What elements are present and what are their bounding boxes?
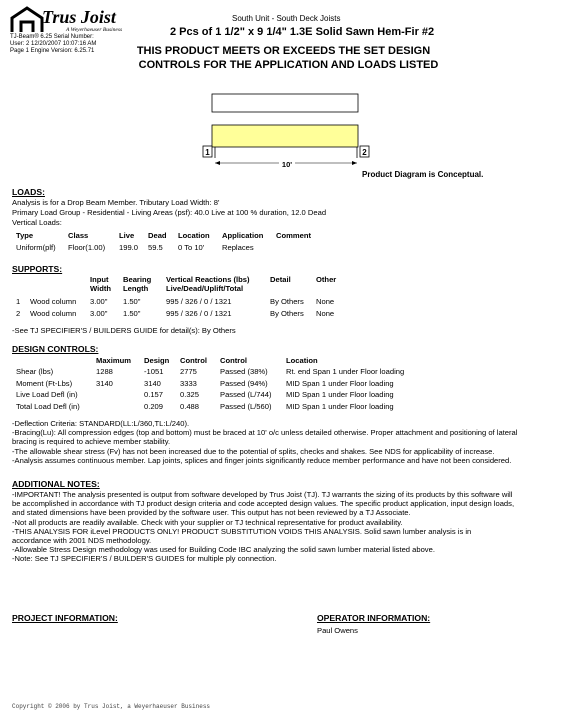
note-line: and stated dimensions have been provided by the software user. This output has not been reviewed by a TJ Associate. xyxy=(12,508,411,518)
compliance-banner xyxy=(0,44,573,72)
table-cell: 0 To 10' xyxy=(178,243,205,253)
job-location: South Unit - South Deck Joists xyxy=(232,14,341,23)
table-cell: Design xyxy=(144,356,170,365)
table-row xyxy=(16,400,404,411)
table-header-row xyxy=(16,284,336,293)
banner-line-1: THIS PRODUCT MEETS OR EXCEEDS THE SET DESIGN xyxy=(136,45,431,57)
table-cell: 3140 xyxy=(144,378,161,388)
operator-info-heading: OPERATOR INFORMATION: xyxy=(317,613,431,623)
table-cell: Floor(1.00) xyxy=(68,243,106,253)
table-cell: Maximum xyxy=(96,356,132,365)
table-cell: Width xyxy=(90,284,112,294)
table-cell: 995 / 326 / 0 / 1321 xyxy=(166,296,232,306)
table-cell xyxy=(30,275,90,284)
logo-wordmark: Trus Joist xyxy=(42,7,116,27)
copyright: Copyright © 2006 by Trus Joist, a Weyerhaeuser Business xyxy=(12,703,211,710)
table-cell: Vertical Reactions (lbs) xyxy=(166,275,250,284)
table-cell xyxy=(16,275,30,284)
table-cell: 0.325 xyxy=(180,390,200,400)
table-cell: 3140 xyxy=(96,378,113,388)
table-cell: Replaces xyxy=(222,243,254,253)
table-row xyxy=(16,377,404,388)
beam-top-view xyxy=(212,94,358,112)
table-cell: By Others xyxy=(270,296,304,306)
table-cell: Input xyxy=(90,275,109,284)
table-cell: 1 xyxy=(16,296,21,306)
table-cell: Control xyxy=(220,356,247,365)
table-cell: Passed (L/744) xyxy=(220,390,272,400)
table-cell: Control xyxy=(180,356,207,365)
project-info-heading: PROJECT INFORMATION: xyxy=(12,613,118,623)
table-cell: Other xyxy=(316,275,337,284)
col-class: Class xyxy=(68,231,89,240)
table-cell: Bearing xyxy=(123,275,152,284)
table-row xyxy=(16,294,336,306)
table-header-row xyxy=(16,231,311,240)
table-cell: 1.50" xyxy=(123,309,141,319)
table-cell: None xyxy=(316,309,335,319)
table-cell: 59.5 xyxy=(148,243,163,253)
design-note-line: -Analysis assumes continuous member. Lap joints, splices and finger joints significantly reduce member performance and have not been considered. xyxy=(12,455,512,465)
support-2-label: 2 xyxy=(362,148,367,157)
supports-table xyxy=(16,275,336,319)
table-row xyxy=(16,388,404,399)
table-cell: Length xyxy=(123,284,149,294)
table-cell: 2775 xyxy=(180,367,197,377)
note-line: -Allowable Stress Design methodology was used for Building Code IBC analyzing the solid sawn lumber material listed above. xyxy=(12,545,435,555)
table-cell: None xyxy=(316,296,335,306)
design-controls-table xyxy=(16,356,404,411)
table-cell xyxy=(16,284,30,293)
note-line: -Not all products are readily available. Check with your supplier or TJ technical representative for product availability. xyxy=(12,517,403,527)
meta-serial: TJ-Beam® 6.25 Serial Number: xyxy=(10,34,94,40)
note-line: -IMPORTANT! The analysis presented is output from software developed by Trus Joist (TJ). TJ warrants the sizing of its products by this software will xyxy=(12,490,513,499)
table-cell: Wood column xyxy=(30,296,77,306)
table-cell: Wood column xyxy=(30,309,77,319)
table-cell xyxy=(270,284,316,293)
logo-tagline: A Weyerhaeuser Business xyxy=(66,27,123,33)
design-note-line: -Deflection Criteria: STANDARD(LL:L/360,TL:L/240). xyxy=(12,419,190,428)
diagram-note: Product Diagram is Conceptual. xyxy=(362,170,484,179)
note-line: -Note: See TJ SPECIFIER'S / BUILDER'S GUIDES for multiple ply connection. xyxy=(12,554,277,564)
col-live: Live xyxy=(119,231,135,240)
table-cell: 3.00" xyxy=(90,296,108,306)
table-cell xyxy=(96,388,144,399)
company-logo xyxy=(10,6,130,36)
col-comment: Comment xyxy=(276,231,312,240)
table-cell: Passed (38%) xyxy=(220,367,268,377)
beam-elevation xyxy=(212,125,358,147)
supports-note: -See TJ SPECIFIER'S / BUILDERS GUIDE for detail(s): By Others xyxy=(12,326,236,335)
table-cell xyxy=(96,400,144,411)
table-cell: Passed (L/560) xyxy=(220,401,272,411)
meta-page: Page 1 Engine Version: 6.25.71 xyxy=(10,48,95,54)
table-row xyxy=(16,365,404,376)
loads-line: Primary Load Group - Residential - Living Areas (psf): 40.0 Live at 100 % duration, 12.0 Dead xyxy=(12,208,327,218)
table-cell: Uniform(plf) xyxy=(16,243,56,253)
table-cell: Location xyxy=(286,356,318,365)
table-cell: MID Span 1 under Floor loading xyxy=(286,401,394,411)
table-cell: MID Span 1 under Floor loading xyxy=(286,390,394,400)
loads-heading: LOADS: xyxy=(12,187,45,197)
table-cell: 3333 xyxy=(180,378,197,388)
house-logo-icon xyxy=(10,6,44,34)
table-cell xyxy=(316,284,336,293)
table-cell: Live Load Defl (in) xyxy=(16,390,78,400)
additional-notes xyxy=(12,490,567,564)
table-cell: Moment (Ft-Lbs) xyxy=(16,378,73,388)
col-application: Application xyxy=(222,231,264,240)
span-label: 10' xyxy=(281,160,293,169)
note-line: be accomplished in accordance with TJ product design criteria and code accepted design values. The specific product application, input design loads, xyxy=(12,499,515,509)
design-note-line: -Bracing(Lu): All compression edges (top and bottom) must be braced at 10' o/c unless detailed otherwise. Proper attachment and positioning of lateral xyxy=(12,428,518,438)
col-location: Location xyxy=(178,231,210,240)
table-cell xyxy=(30,284,90,293)
table-header-row xyxy=(16,275,336,284)
additional-notes-heading: ADDITIONAL NOTES: xyxy=(12,479,100,489)
supports-heading: SUPPORTS: xyxy=(12,264,63,274)
col-dead: Dead xyxy=(148,231,167,240)
table-cell: Passed (94%) xyxy=(220,378,268,388)
table-cell: Rt. end Span 1 under Floor loading xyxy=(286,367,405,377)
table-cell: 1288 xyxy=(96,367,113,377)
banner-line-2: CONTROLS FOR THE APPLICATION AND LOADS LISTED xyxy=(138,59,439,71)
design-controls-heading: DESIGN CONTROLS: xyxy=(12,344,99,354)
table-cell: 3.00" xyxy=(90,309,108,319)
table-cell: MID Span 1 under Floor loading xyxy=(286,378,394,388)
design-note-line: bracing is required to achieve member stability. xyxy=(12,437,171,447)
table-cell: 0.488 xyxy=(180,401,200,411)
support-1-label: 1 xyxy=(205,148,210,157)
table-cell: -1051 xyxy=(144,367,164,377)
table-cell xyxy=(276,240,311,252)
table-row xyxy=(16,240,311,252)
table-cell: Total Load Defl (in) xyxy=(16,401,80,411)
operator-name: Paul Owens xyxy=(317,626,358,635)
product-title: 2 Pcs of 1 1/2" x 9 1/4" 1.3E Solid Sawn Hem-Fir #2 xyxy=(170,26,435,38)
design-notes xyxy=(12,419,567,465)
beam-diagram xyxy=(200,92,500,182)
table-cell: By Others xyxy=(270,309,304,319)
note-line: accordance with 2001 NDS methodology. xyxy=(12,536,152,546)
note-line: -THIS ANALYSIS FOR iLevel PRODUCTS ONLY! PRODUCT SUBSTITUTION VOIDS THIS ANALYSIS. Solid sawn lumber analysis is in xyxy=(12,526,472,536)
meta-user: User: 2 12/20/2007 10:07:16 AM xyxy=(10,41,97,47)
loads-line: Vertical Loads: xyxy=(12,218,62,228)
table-cell: 1.50" xyxy=(123,296,141,306)
loads-text xyxy=(12,198,326,228)
table-cell xyxy=(16,356,96,365)
table-cell: Shear (lbs) xyxy=(16,367,54,377)
table-cell: 2 xyxy=(16,309,21,319)
table-cell: 0.157 xyxy=(144,390,164,400)
design-note-line: -The allowable shear stress (Fv) has not been increased due to the potential of splits, checks and shakes. See NDS for applicability of increase. xyxy=(12,446,495,456)
table-row xyxy=(16,306,336,318)
table-header-row xyxy=(16,356,404,365)
product-diagram xyxy=(200,92,500,182)
table-cell: Live/Dead/Uplift/Total xyxy=(166,284,244,294)
table-cell: 199.0 xyxy=(119,243,139,253)
loads-line: Analysis is for a Drop Beam Member. Tributary Load Width: 8' xyxy=(12,198,220,207)
table-cell: 0.209 xyxy=(144,401,164,411)
loads-table xyxy=(16,231,311,253)
table-cell: Detail xyxy=(270,275,291,284)
table-cell: 995 / 326 / 0 / 1321 xyxy=(166,309,232,319)
col-type: Type xyxy=(16,231,34,240)
